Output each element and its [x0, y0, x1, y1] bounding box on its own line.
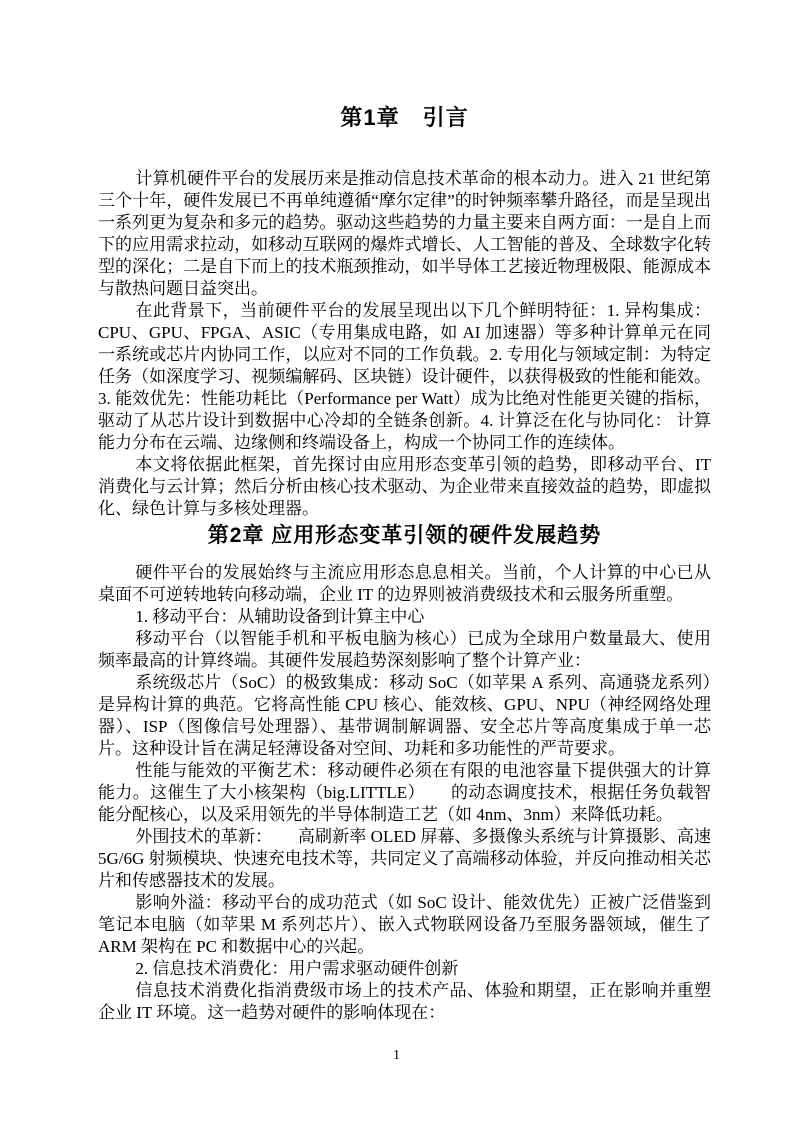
chapter-2-paragraph-2: 1. 移动平台：从辅助设备到计算主中心 — [135, 607, 425, 626]
chapter-2-paragraph-7: 影响外溢：移动平台的成功范式（如 SoC 设计、能效优先）正被广泛借鉴到笔记本电脑（如苹果 M 系列芯片）、嵌入式物联网设备乃至服务器领域，催生了 ARM 架构在 PC 和数据中心的兴起。 — [98, 893, 711, 956]
chapter-1-paragraph-2: 在此背景下，当前硬件平台的发展呈现出以下几个鲜明特征：1. 异构集成：CPU、GPU、FPGA、ASIC（专用集成电路，如 AI 加速器）等多种计算单元在同一系统或芯片内协同工作，以应对不同的工作负载。2. 专用化与领域定制：为特定任务（如深度学习、视频编解码、区块链）设计硬件，以获得极致的性能和能效。3. 能效优先：性能功耗比（Performance per Watt）成为比绝对性能更关键的指标，驱动了从芯片设计到数据中心冷却的全链条创新。4. 计算泛在化与协同化： 计算能力分布在云端、边缘侧和终端设备上，构成一个协同工作的连续体。 — [98, 301, 711, 452]
chapter-2-title: 第2章 应用形态变革引领的硬件发展趋势 — [207, 524, 602, 547]
chapter-2-paragraph-3: 移动平台（以智能手机和平板电脑为核心）已成为全球用户数量最大、使用频率最高的计算终端。其硬件发展趋势深刻影响了整个计算产业： — [98, 629, 711, 670]
page-number: 1 — [393, 1048, 400, 1063]
chapter-1-paragraph-3: 本文将依据此框架，首先探讨由应用形态变革引领的趋势，即移动平台、IT 消费化与云计算；然后分析由核心技术驱动、为企业带来直接效益的趋势，即虚拟化、绿色计算与多核处理器。 — [98, 455, 711, 518]
chapter-2-paragraph-4: 系统级芯片（SoC）的极致集成：移动 SoC（如苹果 A 系列、高通骁龙系列）是异构计算的典范。它将高性能 CPU 核心、能效核、GPU、NPU（神经网络处理器）、ISP（图像信号处理器）、基带调制解调器、安全芯片等高度集成于单一芯片。这种设计旨在满足轻薄设备对空间、功耗和多功能性的严苛要求。 — [98, 673, 711, 758]
chapter-2-paragraph-5: 性能与能效的平衡艺术：移动硬件必须在有限的电池容量下提供强大的计算能力。这催生了大小核架构（big.LITTLE） 的动态调度技术，根据任务负载智能分配核心，以及采用领先的半导体制造工艺（如 4nm、3nm）来降低功耗。 — [98, 761, 711, 824]
chapter-2-paragraph-1: 硬件平台的发展始终与主流应用形态息息相关。当前，个人计算的中心已从桌面不可逆转地转向移动端，企业 IT 的边界则被消费级技术和云服务所重塑。 — [98, 563, 711, 604]
chapter-2-paragraph-6: 外围技术的革新： 高刷新率 OLED 屏幕、多摄像头系统与计算摄影、高速 5G/6G 射频模块、快速充电技术等，共同定义了高端移动体验，并反向推动相关芯片和传感器技术的发展。 — [98, 827, 711, 890]
chapter-2-paragraph-8: 2. 信息技术消费化：用户需求驱动硬件创新 — [135, 959, 459, 978]
chapter-1-title: 第1章 引言 — [340, 105, 469, 130]
chapter-1-paragraph-1: 计算机硬件平台的发展历来是推动信息技术革命的根本动力。进入 21 世纪第三个十年，硬件发展已不再单纯遵循“摩尔定律”的时钟频率攀升路径，而是呈现出一系列更为复杂和多元的趋势。驱动这些趋势的力量主要来自两方面：一是自上而下的应用需求拉动，如移动互联网的爆炸式增长、人工智能的普及、全球数字化转型的深化；二是自下而上的技术瓶颈推动，如半导体工艺接近物理极限、能源成本与散热问题日益突出。 — [98, 169, 711, 298]
chapter-2-paragraph-9: 信息技术消费化指消费级市场上的技术产品、体验和期望，正在影响并重塑企业 IT 环境。这一趋势对硬件的影响体现在： — [98, 981, 711, 1022]
